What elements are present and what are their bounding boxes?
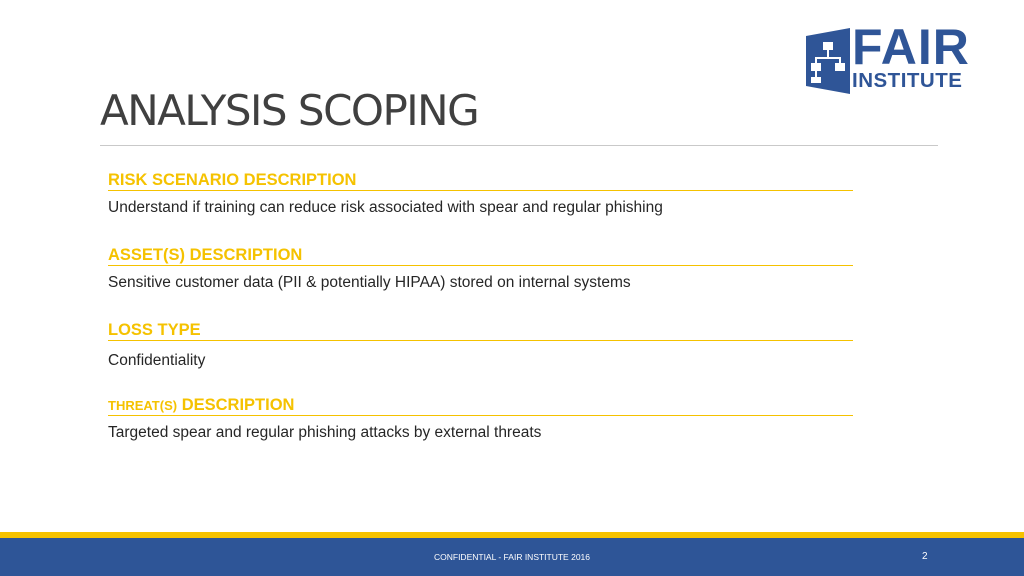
section-body: Confidentiality [108,352,206,369]
footer-bar [0,538,1024,576]
section-heading-main: DESCRIPTION [181,396,295,414]
logo-subtitle: INSTITUTE [852,69,963,92]
logo-word: FAIR [852,19,970,75]
section-heading: RISK SCENARIO DESCRIPTION [108,170,853,191]
footer-confidential-text: CONFIDENTIAL - FAIR INSTITUTE 2016 [433,552,591,562]
section-assets [108,245,853,294]
fair-institute-logo [806,19,990,94]
page-number: 2 [922,551,928,562]
section-heading: LOSS TYPE [108,320,853,341]
section-heading [108,395,853,416]
section-heading-small: THREAT(S) [108,398,178,413]
section-loss-type [108,320,853,372]
page-title: ANALYSIS SCOPING [100,86,479,135]
title-divider [100,145,938,146]
section-heading: ASSET(S) DESCRIPTION [108,245,853,266]
section-risk-scenario [108,170,853,219]
org-chart-icon [806,28,850,94]
section-body: Sensitive customer data (PII & potentially HIPAA) stored on internal systems [108,274,631,291]
section-threats [108,395,853,444]
section-body: Understand if training can reduce risk associated with spear and regular phishing [108,199,663,216]
section-body: Targeted spear and regular phishing attacks by external threats [108,424,542,441]
